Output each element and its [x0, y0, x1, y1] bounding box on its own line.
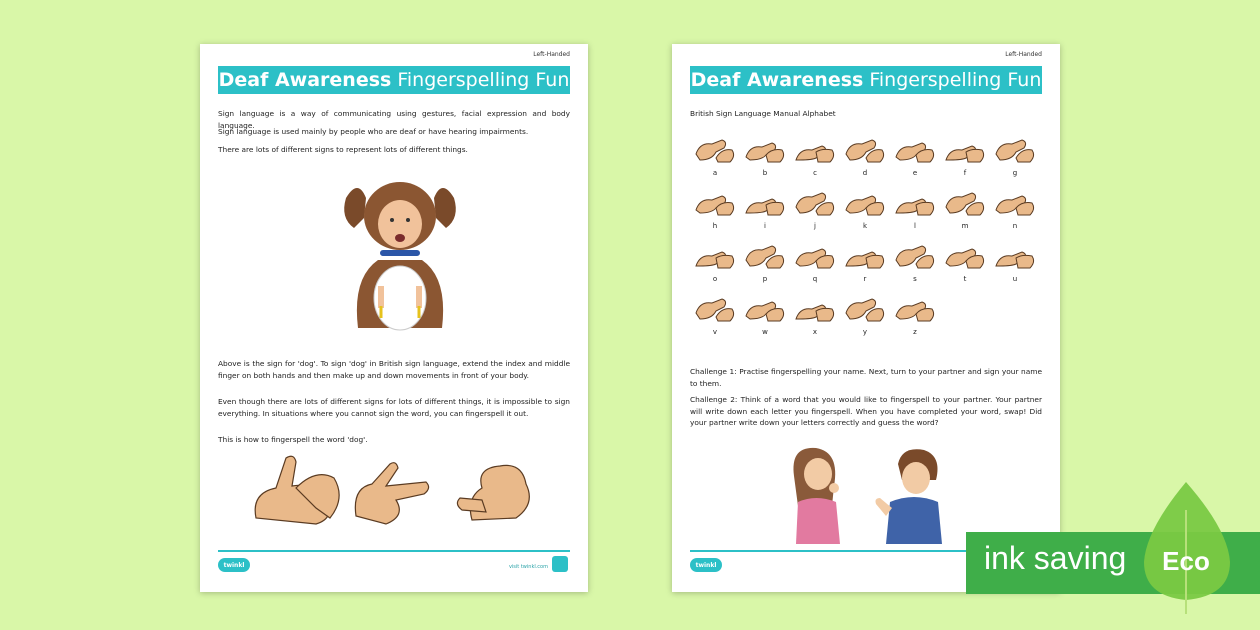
hand-sign-icon: [992, 134, 1038, 166]
hand-sign-icon: [842, 134, 888, 166]
alphabet-cell: [990, 240, 1040, 283]
girl-illustration: [780, 446, 850, 544]
alphabet-cell: [790, 134, 840, 177]
hand-sign-icon: [742, 240, 788, 272]
eco-label: Eco: [1162, 546, 1210, 576]
alphabet-letter: g: [1012, 169, 1018, 177]
twinkl-logo: twinkl: [218, 558, 250, 572]
alphabet-letter: v: [712, 328, 718, 336]
alphabet-grid: [690, 134, 1042, 336]
alphabet-letter: q: [812, 275, 818, 283]
hand-sign-icon: [892, 187, 938, 219]
alphabet-letter: o: [712, 275, 718, 283]
alphabet-cell: [940, 187, 990, 230]
alphabet-letter: d: [862, 169, 868, 177]
dog-fingerspell-intro: This is how to fingerspell the word 'dog'.: [218, 435, 368, 444]
challenge-1: Challenge 1: Practise fingerspelling your name. Next, turn to your partner and sign your name to them.: [690, 367, 1042, 388]
alphabet-cell: [840, 293, 890, 336]
alphabet-letter: i: [764, 222, 766, 230]
boy-illustration: [872, 446, 952, 544]
alphabet-letter: a: [712, 169, 718, 177]
hand-sign-icon: [942, 134, 988, 166]
alphabet-cell: [740, 240, 790, 283]
alphabet-letter: r: [863, 275, 867, 283]
alphabet-cell: [740, 187, 790, 230]
twinkl-logo: twinkl: [690, 558, 722, 572]
right-page: [672, 44, 1060, 592]
alphabet-cell: [990, 134, 1040, 177]
alphabet-cell: [690, 293, 740, 336]
page-title: [218, 66, 570, 94]
alphabet-letter: j: [814, 222, 816, 230]
alphabet-letter: w: [762, 328, 768, 336]
alphabet-letter: u: [1012, 275, 1018, 283]
site-link[interactable]: visit twinkl.com: [508, 564, 548, 570]
challenge-2: Challenge 2: Think of a word that you would like to fingerspell to your partner. Your partner will write down each letter you fingerspell. When you have completed your word, swap! Did your partner write down your letters correctly and guess the word?: [690, 395, 1042, 427]
hand-sign-icon: [742, 293, 788, 325]
alphabet-cell: [890, 134, 940, 177]
intro-paragraph-1: Sign language is a way of communicating using gestures, facial expression and body language.: [218, 109, 570, 130]
title-rest: Fingerspelling Fun: [397, 69, 570, 91]
alphabet-letter: h: [712, 222, 718, 230]
alphabet-letter: z: [913, 328, 917, 336]
alphabet-cell: [840, 134, 890, 177]
dog-fingerspelling-hands-illustration: [246, 448, 546, 528]
dog-sign-description: Above is the sign for 'dog'. To sign 'dog' in British sign language, extend the index and middle finger on both hands and then make up and down movements in front of your body.: [218, 359, 570, 380]
alphabet-letter: t: [963, 275, 967, 283]
alphabet-cell: [990, 187, 1040, 230]
hand-sign-icon: [792, 293, 838, 325]
eco-leaf-icon: [1138, 480, 1238, 616]
alphabet-letter: l: [914, 222, 916, 230]
hand-sign-icon: [792, 240, 838, 272]
hand-sign-icon: [942, 187, 988, 219]
intro-paragraph-3: There are lots of different signs to represent lots of different things.: [218, 145, 468, 154]
hand-sign-icon: [992, 187, 1038, 219]
alphabet-cell: [890, 187, 940, 230]
handed-tag: Left-Handed: [533, 51, 570, 58]
title-bold: Deaf Awareness: [218, 69, 392, 91]
hand-sign-icon: [892, 293, 938, 325]
alphabet-cell: [940, 134, 990, 177]
alphabet-letter: b: [762, 169, 768, 177]
hand-sign-icon: [842, 293, 888, 325]
intro-paragraph-2: Sign language is used mainly by people who are deaf or have hearing impairments.: [218, 127, 529, 136]
hand-sign-icon: [992, 240, 1038, 272]
handed-tag: Left-Handed: [1005, 51, 1042, 58]
hand-sign-icon: [692, 293, 738, 325]
alphabet-letter: c: [813, 169, 817, 177]
title-bold: Deaf Awareness: [690, 69, 864, 91]
alphabet-letter: n: [1012, 222, 1018, 230]
alphabet-letter: k: [862, 222, 868, 230]
hand-sign-icon: [792, 187, 838, 219]
alphabet-letter: f: [963, 169, 967, 177]
badge-icon: [552, 556, 568, 572]
alphabet-cell: [790, 240, 840, 283]
hand-sign-icon: [892, 134, 938, 166]
alphabet-letter: e: [912, 169, 918, 177]
hand-sign-icon: [942, 240, 988, 272]
hand-sign-icon: [692, 240, 738, 272]
alphabet-cell: [890, 293, 940, 336]
alphabet-cell: [940, 240, 990, 283]
alphabet-letter: p: [762, 275, 768, 283]
alphabet-cell: [840, 240, 890, 283]
alphabet-letter: s: [913, 275, 917, 283]
hand-sign-icon: [792, 134, 838, 166]
alphabet-cell: [790, 293, 840, 336]
hand-sign-icon: [692, 187, 738, 219]
alphabet-cell: [840, 187, 890, 230]
alphabet-cell: [790, 187, 840, 230]
alphabet-cell: [690, 134, 740, 177]
hand-sign-icon: [842, 187, 888, 219]
hand-sign-icon: [692, 134, 738, 166]
footer-divider: [218, 550, 570, 552]
alphabet-cell: [740, 293, 790, 336]
alphabet-cell: [690, 240, 740, 283]
hand-sign-icon: [892, 240, 938, 272]
fingerspell-explanation: Even though there are lots of different signs for lots of different things, it is impossible to sign everything. In situations where you cannot sign the word, you can fingerspell it out.: [218, 397, 570, 418]
alphabet-letter: m: [961, 222, 969, 230]
alphabet-cell: [690, 187, 740, 230]
hand-sign-icon: [742, 187, 788, 219]
alphabet-subtitle: British Sign Language Manual Alphabet: [690, 109, 836, 118]
hand-sign-icon: [842, 240, 888, 272]
dog-costume-child-illustration: [338, 178, 462, 338]
alphabet-cell: [890, 240, 940, 283]
page-title: [690, 66, 1042, 94]
alphabet-cell: [740, 134, 790, 177]
hand-sign-icon: [742, 134, 788, 166]
alphabet-letter: x: [812, 328, 818, 336]
left-page: [200, 44, 588, 592]
ink-saving-label: ink saving: [984, 540, 1127, 576]
title-rest: Fingerspelling Fun: [869, 69, 1042, 91]
alphabet-letter: y: [862, 328, 868, 336]
